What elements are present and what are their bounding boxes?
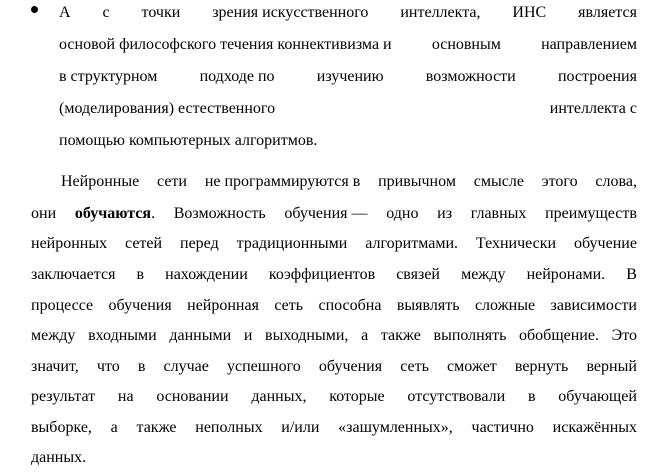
word: в — [136, 266, 145, 283]
word: связей — [396, 266, 440, 283]
word: также — [380, 327, 421, 344]
word: результат — [31, 388, 96, 405]
word: Нейронные — [61, 173, 140, 190]
word: данных, — [251, 388, 307, 405]
word: Это — [611, 327, 637, 344]
paragraph-line-3 — [31, 234, 637, 254]
word: изучению — [316, 68, 384, 85]
word: случае — [163, 358, 209, 375]
word: не программируются в — [204, 173, 361, 190]
bullet-line-1 — [59, 3, 637, 23]
word: сможет — [447, 358, 497, 375]
word: обучающей — [558, 388, 637, 405]
word: неполных — [195, 419, 263, 436]
bullet-marker — [31, 6, 38, 13]
word: перед — [180, 235, 219, 252]
word: основании — [156, 388, 229, 405]
word: направлением — [541, 36, 637, 53]
word: выявлять — [396, 297, 460, 314]
bullet-line-2 — [59, 35, 637, 55]
word: слова, — [595, 173, 637, 190]
word: с — [102, 4, 110, 21]
word: и — [243, 327, 253, 344]
word: зависимости — [550, 297, 637, 314]
word: обобщение. — [519, 327, 599, 344]
paragraph-line-2 — [31, 204, 637, 224]
word: ИНС — [512, 4, 547, 21]
word: в — [527, 388, 536, 405]
word: они — [31, 205, 57, 222]
word: и/или — [281, 419, 320, 436]
word: а — [110, 419, 118, 436]
word: нейронами. — [526, 266, 606, 283]
word: а — [361, 327, 369, 344]
word-group — [75, 204, 155, 224]
word: что — [96, 358, 120, 375]
word: искажённых — [552, 419, 637, 436]
word: также — [136, 419, 177, 436]
punctuation: . — [151, 205, 156, 222]
word: выполнять — [433, 327, 507, 344]
word: заключается — [31, 266, 116, 283]
word: этого — [541, 173, 578, 190]
word: смысле — [473, 173, 524, 190]
word: обучение — [574, 235, 637, 252]
paragraph-line-10 — [31, 448, 637, 468]
word: традиционными — [236, 235, 348, 252]
bullet-line-5 — [59, 131, 637, 151]
bullet-line-4 — [59, 99, 637, 119]
paragraph-line-8 — [31, 387, 637, 407]
word: основным — [431, 36, 501, 53]
word: верный — [586, 358, 637, 375]
word: данными — [169, 327, 232, 344]
word: отсутствовали — [407, 388, 506, 405]
word: возможности — [425, 68, 516, 85]
word: подходе по — [199, 68, 275, 85]
word: данных. — [31, 449, 87, 466]
paragraph-line-4 — [31, 265, 637, 285]
paragraph-line-6 — [31, 326, 637, 346]
word: Технически — [475, 235, 557, 252]
word: сеть — [274, 297, 304, 314]
word: нейронных — [31, 235, 108, 252]
word: преимуществ — [545, 205, 637, 222]
word: основой философского течения коннективизма и — [59, 36, 392, 53]
word: «зашумленных», — [338, 419, 453, 436]
word: обучения — [108, 297, 172, 314]
word: обучения — [318, 358, 383, 375]
paragraph-line-9 — [31, 418, 637, 438]
word: обучения — — [284, 205, 368, 222]
word: точки — [141, 4, 181, 21]
word: в структурном — [59, 68, 158, 85]
word: в — [137, 358, 146, 375]
word: вернуть — [514, 358, 569, 375]
bold-term: обучаются — [74, 205, 152, 222]
word: интеллекта, — [400, 4, 481, 21]
word: главных — [470, 205, 527, 222]
word: способна — [318, 297, 382, 314]
word: Возможность — [173, 205, 266, 222]
word: значит, — [31, 358, 79, 375]
word: алгоритмами. — [365, 235, 458, 252]
word: помощью компьютерных алгоритмов. — [59, 132, 318, 149]
paragraph-line-1 — [61, 172, 637, 192]
word: В — [626, 266, 637, 283]
word: сеть — [400, 358, 429, 375]
word: зрения искусственного — [212, 4, 369, 21]
word: из — [437, 205, 453, 222]
word: сложные — [474, 297, 536, 314]
word: между — [31, 327, 76, 344]
word: построения — [557, 68, 637, 85]
paragraph-line-7 — [31, 357, 637, 377]
word: которые — [329, 388, 385, 405]
word: выходными, — [265, 327, 349, 344]
paragraph-line-5 — [31, 296, 637, 316]
word: привычном — [378, 173, 456, 190]
bullet-line-3 — [59, 67, 637, 87]
word: нейронная — [187, 297, 259, 314]
word: между — [461, 266, 506, 283]
word: одно — [386, 205, 419, 222]
word: сетей — [125, 235, 163, 252]
word: процессе — [31, 297, 94, 314]
word: А — [59, 4, 71, 21]
word: входными — [88, 327, 157, 344]
word: успешного — [226, 358, 301, 375]
word: выборке, — [31, 419, 92, 436]
word: частично — [471, 419, 534, 436]
word: является — [578, 4, 637, 21]
word: нахождении — [165, 266, 248, 283]
word: интеллекта с — [549, 100, 637, 117]
word: сети — [157, 173, 187, 190]
word: коэффициентов — [268, 266, 376, 283]
word: (моделирования) естественного — [59, 100, 276, 117]
word: на — [117, 388, 134, 405]
